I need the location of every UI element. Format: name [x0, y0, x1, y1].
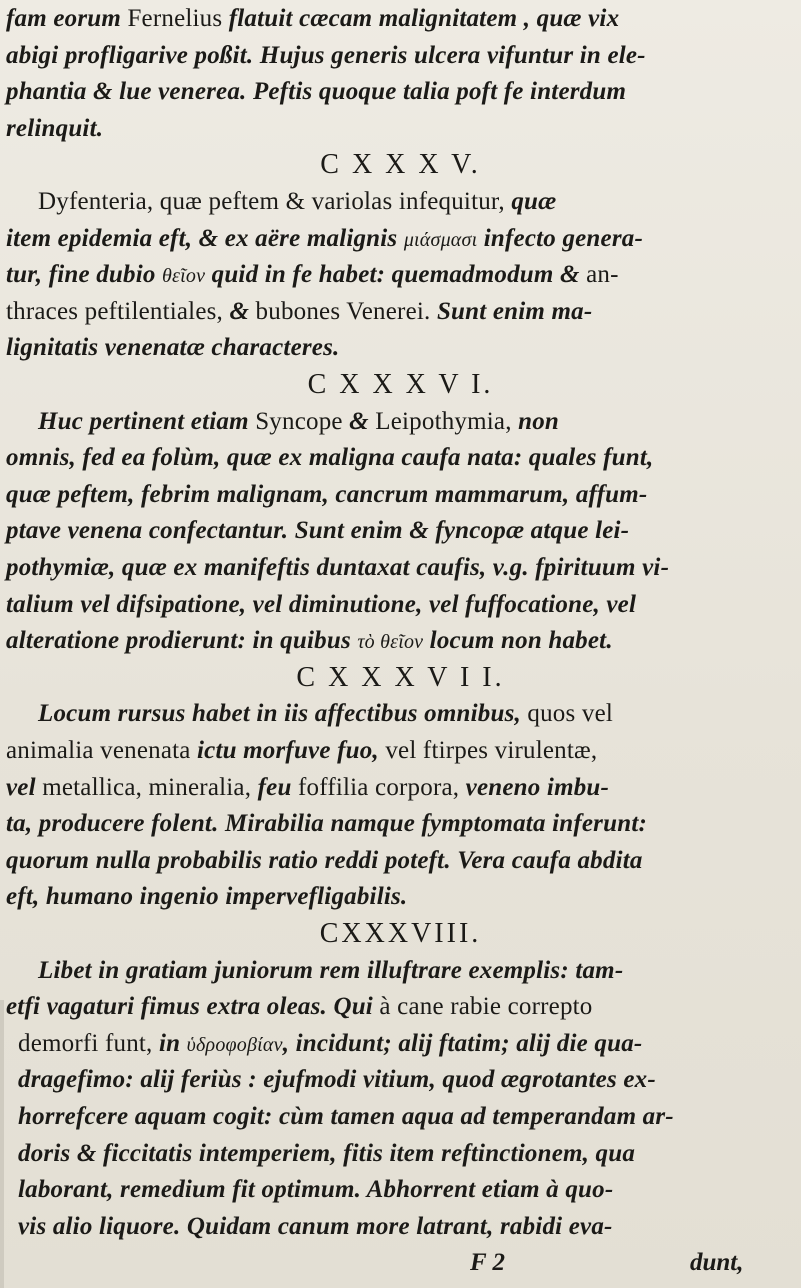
text-run: metallica, mineralia,: [42, 773, 258, 801]
text-run: ὑδροφοβίαν: [186, 1033, 283, 1056]
text-line: [38, 697, 613, 731]
text-line: omnis, fed ea folùm, quæ ex maligna caufa nata: quales funt,: [6, 444, 654, 472]
text-line: [6, 2, 619, 36]
text-run: foffilia corpora,: [298, 773, 466, 801]
text-line: laborant, remedium fit optimum. Abhorrent etiam à quo-: [18, 1176, 614, 1204]
text-run: tur, fine dubio: [6, 261, 163, 289]
section-heading: C X X X V I.: [307, 369, 494, 400]
text-run: vel: [6, 773, 43, 801]
text-run: bubones Venerei.: [249, 297, 437, 325]
text-run: θεῖον: [162, 265, 206, 288]
text-run: &: [349, 407, 376, 435]
section-heading: CXXXVIII.: [319, 918, 482, 949]
text-run: Syncope: [255, 407, 350, 435]
text-run: quid in fe habet: quemadmodum &: [205, 261, 587, 289]
text-run: Locum rursus habet in iis affectibus omnibus,: [38, 700, 528, 728]
text-run: flatuit cæcam malignitatem , quæ vix: [228, 5, 620, 32]
text-line: [6, 624, 613, 659]
text-run: in: [158, 1029, 187, 1057]
text-line: [38, 185, 556, 219]
catchword: dunt,: [690, 1249, 744, 1277]
signature-mark: F 2: [470, 1249, 505, 1277]
text-line: horrefcere aquam cogit: cùm tamen aqua ad temperandam ar-: [18, 1103, 674, 1130]
text-run: &: [229, 297, 250, 325]
text-run: locum non habet.: [423, 627, 613, 655]
text-run: non: [518, 407, 560, 435]
text-line: [6, 734, 597, 768]
text-run: , incidunt; alij ftatim; alij die qua-: [282, 1029, 643, 1057]
text-run: fam eorum: [6, 5, 128, 32]
page-edge-shadow: [0, 1000, 4, 1288]
text-line: [6, 771, 609, 805]
text-line: [38, 405, 559, 439]
text-line: pothymiæ, quæ ex manifeftis duntaxat caufis, v.g. fpirituum vi-: [6, 554, 670, 581]
text-run: Huc pertinent etiam: [38, 407, 256, 435]
text-run: quæ: [511, 188, 557, 215]
text-line: [18, 1027, 642, 1062]
text-line: abigi profligarive poßit. Hujus generis ulcera vifuntur in ele-: [6, 41, 646, 69]
text-run: Dyfenteria, quæ peftem & variolas infequitur,: [38, 188, 512, 215]
text-run: animalia venenata: [6, 737, 198, 764]
text-run: Fernelius: [127, 5, 229, 32]
text-line: talium vel difsipatione, vel diminutione, vel fuffocatione, vel: [6, 590, 637, 618]
text-run: quos vel: [527, 700, 614, 728]
text-line: ptave venena confectantur. Sunt enim & fyncopæ atque lei-: [6, 517, 630, 545]
text-run: Qui: [333, 993, 380, 1021]
text-line: doris & ficcitatis intemperiem, fitis item reftinctionem, qua: [18, 1139, 636, 1167]
text-run: μιάσμασι: [403, 228, 478, 251]
text-run: etfi vagaturi fimus extra oleas.: [6, 993, 334, 1021]
section-heading: C X X X V I I.: [296, 661, 505, 693]
text-run: veneno imbu-: [465, 773, 610, 801]
text-run: à cane rabie correpto: [379, 993, 593, 1021]
text-run: Leipothymia,: [375, 407, 519, 435]
text-line: Libet in gratiam juniorum rem illuftrare exemplis: tam-: [38, 956, 624, 984]
text-run: Sunt enim ma-: [436, 297, 593, 325]
text-line: [6, 258, 619, 293]
text-run: alteratione prodierunt: in quibus: [6, 627, 358, 655]
text-run: τὸ θεῖον: [357, 631, 424, 654]
text-run: feu: [257, 773, 299, 801]
text-line: [6, 222, 643, 257]
text-run: ictu morfuve fuo,: [197, 737, 386, 764]
text-line: [6, 295, 592, 329]
text-line: dragefimo: alij feriùs : ejufmodi vitium, quod ægrotantes ex-: [18, 1066, 656, 1094]
text-line: relinquit.: [6, 114, 104, 142]
text-run: item epidemia eft, & ex aëre malignis: [6, 224, 404, 252]
text-line: lignitatis venenatæ characteres.: [6, 334, 340, 362]
text-line: ta, producere folent. Mirabilia namque fymptomata inferunt:: [6, 810, 647, 838]
section-heading: C X X X V.: [320, 149, 481, 181]
text-run: vel ftirpes virulentæ,: [385, 737, 598, 764]
text-line: quorum nulla probabilis ratio reddi poteft. Vera caufa abdita: [6, 846, 643, 874]
text-run: thraces peftilentiales,: [6, 297, 230, 325]
text-run: demorfi funt,: [18, 1029, 159, 1057]
text-run: infecto genera-: [477, 224, 643, 252]
text-line: quæ peftem, febrim malignam, cancrum mammarum, affum-: [6, 480, 648, 508]
text-line: eft, humano ingenio impervefligabilis.: [6, 883, 408, 911]
text-run: an-: [586, 261, 619, 289]
text-line: phantia & lue venerea. Peftis quoque talia poft fe interdum: [6, 78, 627, 106]
text-line: vis alio liquore. Quidam canum more latrant, rabidi eva-: [18, 1212, 613, 1240]
text-line: [6, 990, 593, 1024]
